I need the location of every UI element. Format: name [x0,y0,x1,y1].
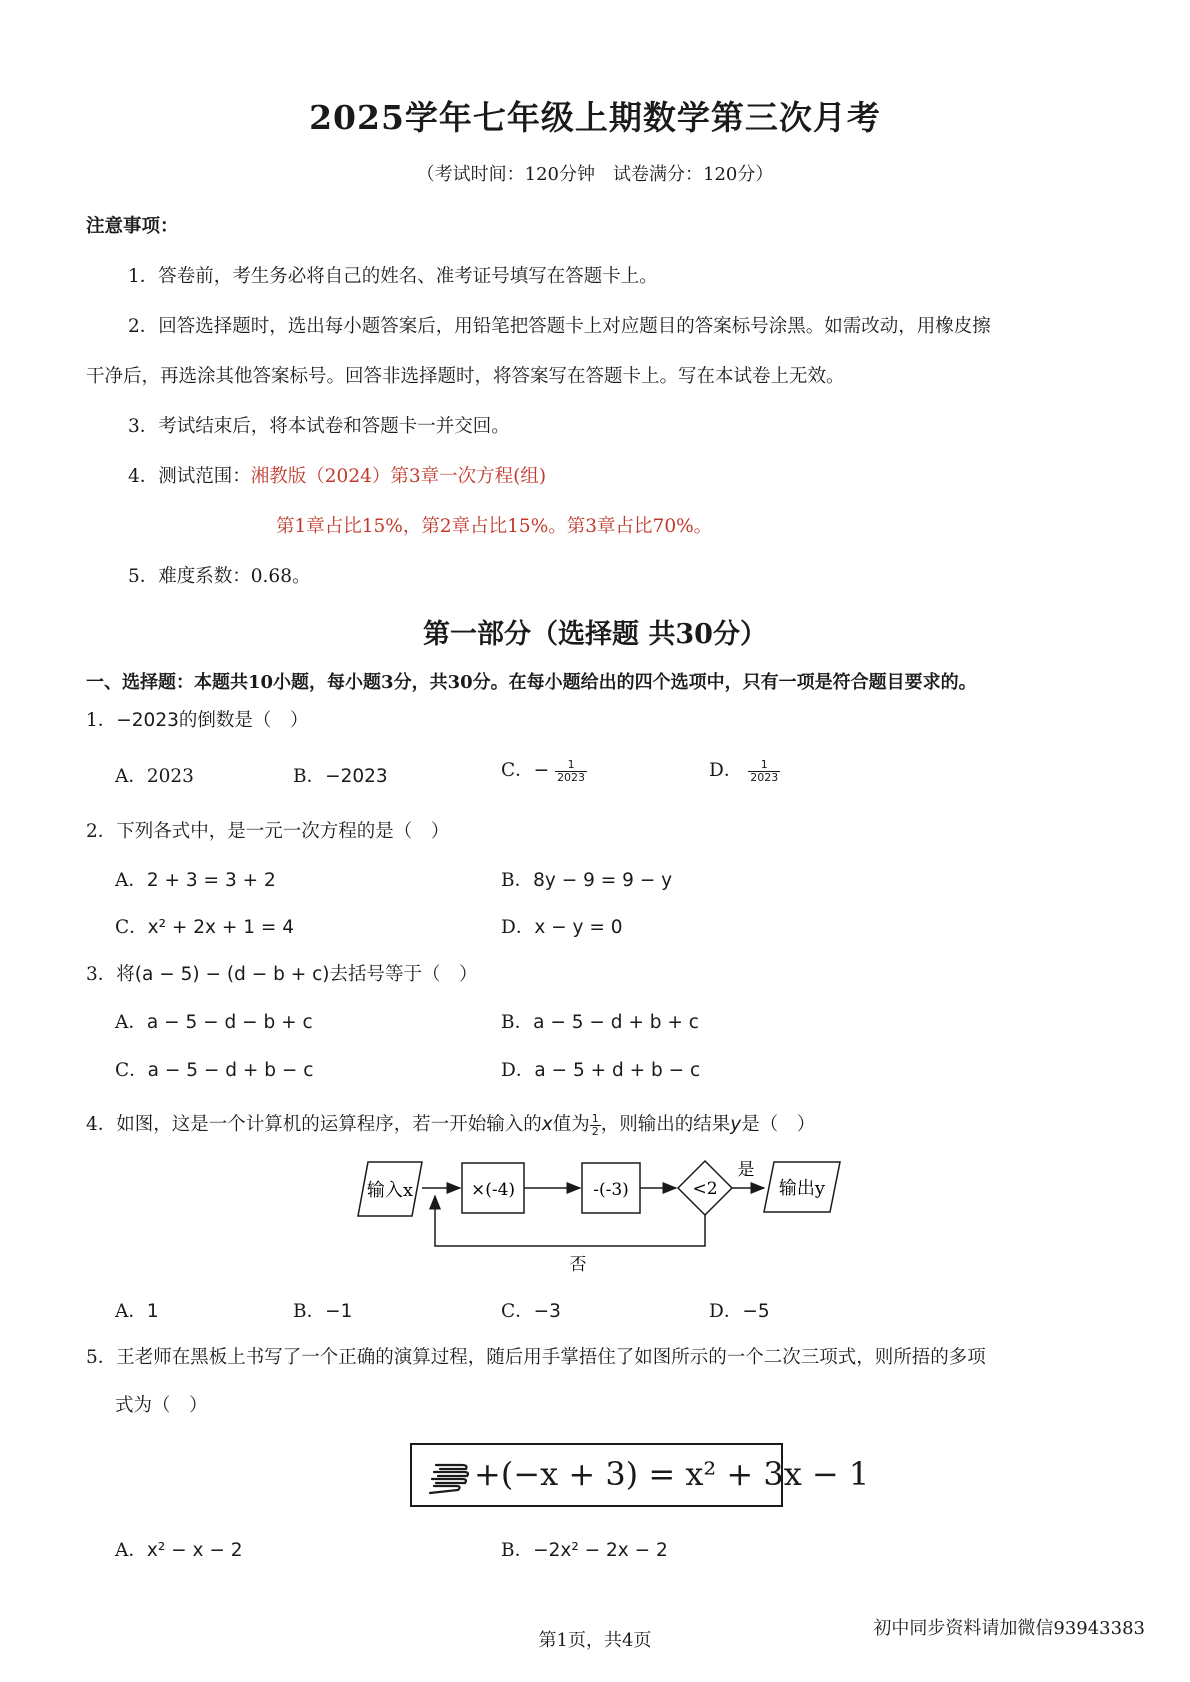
q4-prefix: 4．如图，这是一个计算机的运算程序，若一开始输入的 [86,1114,542,1135]
q3-b-value: a − 5 − d + b + c [533,1012,699,1033]
q4-b-label: B． [293,1301,326,1322]
q1-c-sign: − [533,760,550,781]
flow-condition-label: <2 [692,1179,718,1199]
q2-option-d[interactable] [501,913,623,939]
note-2b: 干净后，再选涂其他答案标号。回答非选择题时，将答案写在答题卡上。写在本试卷上无效。 [86,366,845,387]
q2-c-value: x² + 2x + 1 = 4 [147,917,295,938]
q5-equation: +(−x + 3) = x² + 3x − 1 [474,1455,870,1493]
q1-stem [86,706,308,732]
page-number: 第1页，共4页 [538,1630,652,1651]
q4-var-x: x [541,1114,553,1135]
q3-stem [86,960,477,986]
q1-text: 的倒数是（ ） [178,710,309,731]
note-1: 1．答卷前，考生务必将自己的姓名、准考证号填写在答题卡上。 [128,266,658,287]
q4-var-y: y [730,1114,742,1135]
flow-yes-label: 是 [737,1160,755,1180]
q1-option-a[interactable]: A．2023 [115,766,194,787]
hand-icon [426,1461,472,1495]
q4-option-b[interactable] [293,1297,352,1323]
section-instruction: 一、选择题：本题共10小题，每小题3分，共30分。在每小题给出的四个选项中，只有一项是符合题目要求的。 [86,672,977,693]
q4-stem [86,1110,815,1138]
q2-option-c[interactable] [115,913,294,939]
q1-c-numerator: 1 [555,759,587,772]
q2-a-label: A． [115,870,147,891]
q1-expr: −2023 [116,710,179,731]
q2-c-label: C． [115,917,148,938]
q1-d-denominator: 2023 [750,770,779,784]
note-3: 3．考试结束后，将本试卷和答题卡一并交回。 [128,416,510,437]
q5-a-value: x² − x − 2 [146,1540,243,1561]
q3-option-b[interactable] [501,1008,699,1034]
q5-stem-2: 式为（ ） [115,1395,208,1416]
q4-b-value: −1 [325,1301,353,1322]
q2-stem: 2．下列各式中，是一元一次方程的是（ ） [86,821,450,842]
flow-arrow-no [435,1196,705,1246]
q3-option-c[interactable] [115,1056,313,1082]
q3-a-label: A． [115,1012,147,1033]
q4-a-value: 1 [146,1301,159,1322]
flow-multiply-label: ×(-4) [470,1180,516,1200]
q2-option-a[interactable] [115,866,276,892]
q5-b-value: −2x² − 2x − 2 [533,1540,668,1561]
q3-option-a[interactable] [115,1008,313,1034]
q2-b-value: 8y − 9 = 9 − y [533,870,673,891]
flow-input-label: 输入x [366,1180,414,1201]
q1-d-numerator: 1 [748,759,780,772]
q4-option-d[interactable] [709,1297,770,1323]
q3-c-label: C． [115,1060,148,1081]
q2-a-value: 2 + 3 = 3 + 2 [146,870,276,891]
q1-d-label: D． [709,760,743,781]
q1-c-fraction [555,759,587,784]
q5-a-label: A． [115,1540,147,1561]
q1-c-denominator: 2023 [557,770,586,784]
flow-subtract-label: -(-3) [593,1180,629,1200]
q2-d-label: D． [501,917,535,938]
q5-b-label: B． [501,1540,534,1561]
q1-b-value: −2023 [325,766,388,787]
section-title: 第一部分（选择题 共30分） [423,619,767,650]
q1-option-c[interactable] [501,756,587,784]
q2-d-value: x − y = 0 [534,917,623,938]
note-5: 5．难度系数：0.68。 [128,566,311,587]
q3-c-value: a − 5 − d + b − c [147,1060,314,1081]
exam-info: （考试时间：120分钟 试卷满分：120分） [416,164,774,185]
q4-d-label: D． [709,1301,743,1322]
q3-b-label: B． [501,1012,534,1033]
q5-equation-box [410,1443,870,1507]
q5-option-b[interactable] [501,1536,668,1562]
notes-heading: 注意事项： [86,216,179,237]
q3-a-value: a − 5 − d − b + c [146,1012,313,1033]
q1-option-b[interactable] [293,762,388,788]
q4-a-label: A． [115,1301,147,1322]
q3-expr: (a − 5) − (d − b + c) [134,964,330,985]
footer-contact-note: 初中同步资料请加微信93943383 [873,1618,1145,1639]
q1-option-d[interactable] [709,756,780,784]
note-4-scope: 湘教版（2024）第3章一次方程(组) [250,466,547,487]
q4-c-label: C． [501,1301,534,1322]
q4-option-a[interactable] [115,1297,159,1323]
q4-numerator: 1 [591,1111,599,1125]
q2-option-b[interactable] [501,866,672,892]
q4-option-c[interactable] [501,1297,561,1323]
q1-b-label: B． [293,766,326,787]
flow-output-label: 输出y [778,1178,826,1199]
q3-suffix: 去括号等于（ ） [329,964,478,985]
q4-mid: 值为 [552,1114,590,1135]
flow-no-label: 否 [569,1255,587,1275]
q4-denominator: 2 [591,1124,599,1138]
q1-d-fraction [748,759,780,784]
q3-d-label: D． [501,1060,535,1081]
q4-fraction [590,1113,601,1138]
q5-option-a[interactable] [115,1536,242,1562]
q3-d-value: a − 5 + d + b − c [534,1060,701,1081]
note-4-ratio: 第1章占比15%，第2章占比15%。第3章占比70%。 [276,516,713,537]
q4-flowchart [350,1158,850,1278]
q4-c-value: −3 [533,1301,561,1322]
page-title: 2025学年七年级上期数学第三次月考 [309,98,881,137]
q3-option-d[interactable] [501,1056,700,1082]
q3-prefix: 3．将 [86,964,135,985]
note-4-label: 4．测试范围： [128,466,251,487]
q1-number: 1． [86,710,117,731]
note-2a: 2．回答选择题时，选出每小题答案后，用铅笔把答题卡上对应题目的答案标号涂黑。如需改动，用橡皮擦 [128,316,991,337]
q5-stem-1: 5．王老师在黑板上书写了一个正确的演算过程，随后用手掌捂住了如图所示的一个二次三项式，则所捂的多项 [86,1347,986,1368]
q4-d-value: −5 [742,1301,770,1322]
q4-suffix: 是（ ） [741,1114,816,1135]
note-4 [128,462,546,488]
q4-mid2: ，则输出的结果 [600,1114,731,1135]
q2-b-label: B． [501,870,534,891]
q1-c-label: C． [501,760,534,781]
